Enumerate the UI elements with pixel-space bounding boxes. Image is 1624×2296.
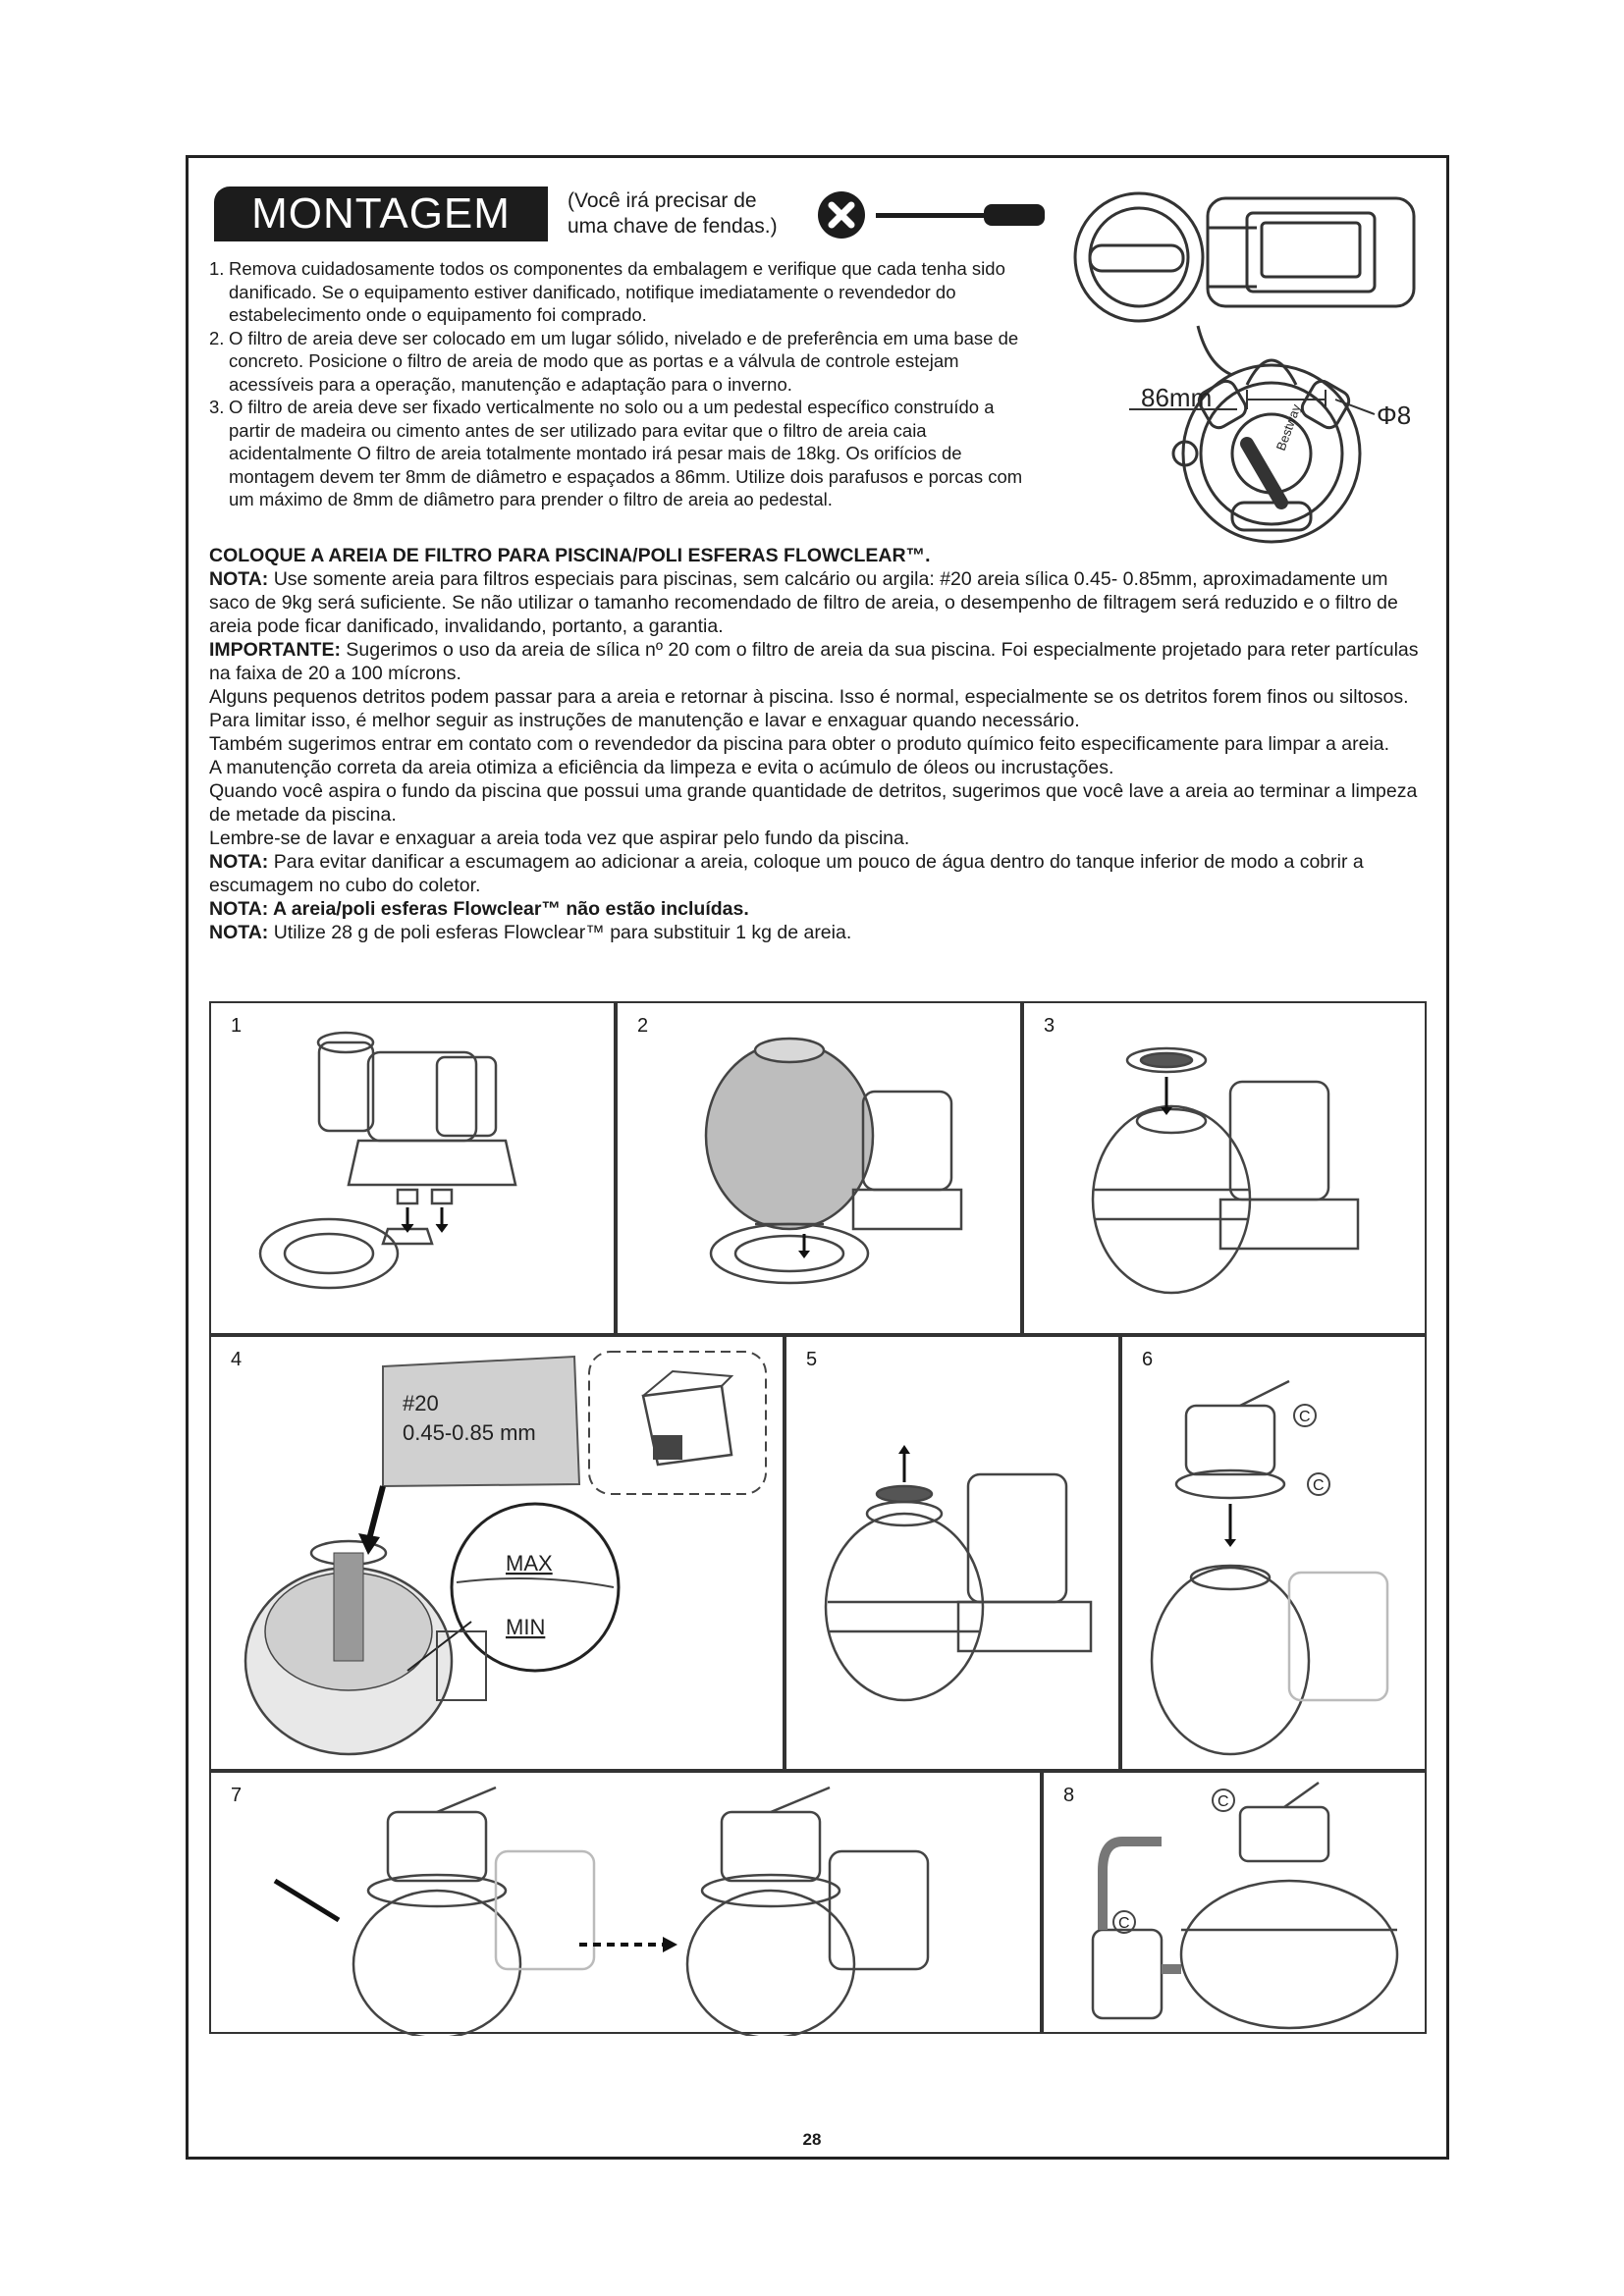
remove-strainer-illustration bbox=[786, 1337, 1122, 1773]
valve-installation-illustration bbox=[1122, 1337, 1429, 1773]
panel-5: 5 bbox=[785, 1335, 1120, 1771]
brand-label: Bestway bbox=[1272, 401, 1304, 454]
max-fill-label: MAX bbox=[506, 1551, 553, 1575]
strainer-into-tank-illustration bbox=[1024, 1003, 1429, 1337]
step-1: 1. Remova cuidadosamente todos os componentes da embalagem e verifique que cada tenha sido danificado. Se o equipamento estiver danificado, notifique imediatamente o revendedor do estabelecimento onde o equipamento foi comprado. bbox=[209, 258, 1005, 325]
dim-diameter-label: Φ8 bbox=[1377, 400, 1412, 430]
sand-instructions: COLOQUE A AREIA DE FILTRO PARA PISCINA/POLI ESFERAS FLOWCLEAR™. NOTA: Use somente areia para filtros especiais para piscinas, sem calcário ou argila: #20 areia sílica 0.45- 0.85mm, aproximadamente um saco de 9kg será suficiente. Se não utilizar o tamanho recomendado de filtro de areia, o desempenho de filtragem será reduzido e o filtro de areia pode ficar danificado, invalidando, portanto, a garantia. IMPORTANTE: Sugerimos o uso da areia de sílica nº 20 com o filtro de areia da sua piscina. Foi especialmente projetado para reter partículas na faixa de 20 a 100 mícrons. Alguns pequenos detritos podem passar para a areia e retornar à piscina. Isso é normal, especialmente se os detritos forem finos ou siltosos. Para limitar isso, é melhor seguir as instruções de manutenção e lavar e enxaguar quando necessário. Também sugerimos entrar em contato com o revendedor da piscina para obter o produto químico feito especificamente para limpar a areia. A manutenção correta da areia otimiza a eficiência da limpeza e evita o acúmulo de óleos ou incrustações. Quando você aspira o fundo da piscina que possui uma grande quantidade de detritos, sugerimos que você lave a areia ao terminar a limpeza de metade da piscina. Lembre-se de lavar e enxaguar a areia toda vez que aspirar pelo fundo da piscina. NOTA: Para evitar danificar a escumagem ao adicionar a areia, coloque um pouco de água dentro do tanque inferior de modo a cobrir a escumagem no cubo do coletor. NOTA: A areia/poli esferas Flowclear™ não estão incluídas. NOTA: Utilize 28 g de poli esferas Flowclear™ para substituir 1 kg de areia. bbox=[209, 544, 1427, 944]
pump-base-illustration bbox=[211, 1003, 618, 1337]
step-2: 2. O filtro de areia deve ser colocado em um lugar sólido, nivelado e de preferência em uma base de concreto. Posicione o filtro de areia de modo que as portas e a válvula de controle estejam acessíveis para a operação, manutenção e adaptação para o inverno. bbox=[209, 327, 1019, 395]
tool-note: (Você irá precisar de uma chave de fendas.) bbox=[568, 189, 778, 238]
section-title: MONTAGEM bbox=[214, 187, 548, 241]
panel-8: 8 C C bbox=[1042, 1771, 1427, 2034]
panel-6: 6 C C bbox=[1120, 1335, 1427, 1771]
sand-filling-illustration bbox=[211, 1337, 786, 1773]
panel-1: 1 bbox=[209, 1001, 616, 1335]
c-marker: C bbox=[1313, 1477, 1325, 1494]
sand-size-label: 0.45-0.85 mm bbox=[403, 1420, 536, 1445]
panel-2: 2 bbox=[616, 1001, 1022, 1335]
paragraph-1: Alguns pequenos detritos podem passar para a areia e retornar à piscina. Isso é normal, especialmente se os detritos forem finos ou siltosos. bbox=[209, 686, 1409, 708]
screwdriver-icon bbox=[815, 183, 1051, 251]
mounting-diagram bbox=[1060, 188, 1434, 552]
polysphere-note: Utilize 28 g de poli esferas Flowclear™ para substituir 1 kg de areia. bbox=[268, 922, 852, 943]
paragraph-6: Lembre-se de lavar e enxaguar a areia toda vez que aspirar pelo fundo da piscina. bbox=[209, 828, 910, 849]
hose-connection-illustration bbox=[1044, 1773, 1429, 2036]
paragraph-2: Para limitar isso, é melhor seguir as instruções de manutenção e lavar e enxaguar quando necessário. bbox=[209, 710, 1080, 731]
skimmer-note: Para evitar danificar a escumagem ao adicionar a areia, coloque um pouco de água dentro do tanque inferior de modo a cobrir a escumagem no cubo do coletor. bbox=[209, 851, 1364, 896]
c-marker: C bbox=[1118, 1915, 1130, 1932]
page-number: 28 bbox=[802, 2130, 822, 2149]
panel-4: 4 #20 0.45-0.85 mm MAX MIN bbox=[209, 1335, 785, 1771]
not-included-note: NOTA: A areia/poli esferas Flowclear™ não estão incluídas. bbox=[209, 898, 749, 920]
c-marker: C bbox=[1218, 1793, 1229, 1810]
dim-spacing-label: 86mm bbox=[1141, 383, 1213, 412]
important-note: Sugerimos o uso da areia de sílica nº 20 com o filtro de areia da sua piscina. Foi especialmente projetado para reter partículas na faixa de 20 a 100 mícrons. bbox=[209, 639, 1419, 684]
step-3: 3. O filtro de areia deve ser fixado verticalmente no solo ou a um pedestal específico construído a partir de madeira ou cimento antes de ser utilizado para evitar que o filtro de areia caia acidentalmente O filtro de areia totalmente montado irá pesar mais de 18kg. Os orifícios de montagem devem ter 8mm de diâmetro e espaçados a 86mm. Utilize dois parafusos e porcas com um máximo de 8mm de diâmetro para prender o filtro de areia ao pedestal. bbox=[209, 397, 1023, 509]
assembly-steps bbox=[209, 257, 1034, 511]
paragraph-4: A manutenção correta da areia otimiza a eficiência da limpeza e evita o acúmulo de óleos ou incrustações. bbox=[209, 757, 1114, 778]
min-fill-label: MIN bbox=[506, 1615, 546, 1639]
c-marker: C bbox=[1299, 1409, 1311, 1425]
clamp-tightening-illustration bbox=[211, 1773, 1044, 2036]
panel-3: 3 bbox=[1022, 1001, 1427, 1335]
sand-heading: COLOQUE A AREIA DE FILTRO PARA PISCINA/POLI ESFERAS FLOWCLEAR™. bbox=[209, 545, 931, 566]
sand-note-1: Use somente areia para filtros especiais para piscinas, sem calcário ou argila: #20 areia sílica 0.45- 0.85mm, aproximadamente um saco de 9kg será suficiente. Se não utilizar o tamanho recomendado de filtro de areia, o desempenho de filtragem será reduzido e o filtro de areia pode ficar danificado, invalidando, portanto, a garantia. bbox=[209, 568, 1398, 637]
panel-7: 7 bbox=[209, 1771, 1042, 2034]
sand-grade-label: #20 bbox=[403, 1391, 439, 1415]
paragraph-5: Quando você aspira o fundo da piscina que possui uma grande quantidade de detritos, sugerimos que você lave a areia ao terminar a limpeza de metade da piscina. bbox=[209, 780, 1418, 826]
tank-on-base-illustration bbox=[618, 1003, 1024, 1337]
paragraph-3: Também sugerimos entrar em contato com o revendedor da piscina para obter o produto químico feito especificamente para limpar a areia. bbox=[209, 733, 1390, 755]
